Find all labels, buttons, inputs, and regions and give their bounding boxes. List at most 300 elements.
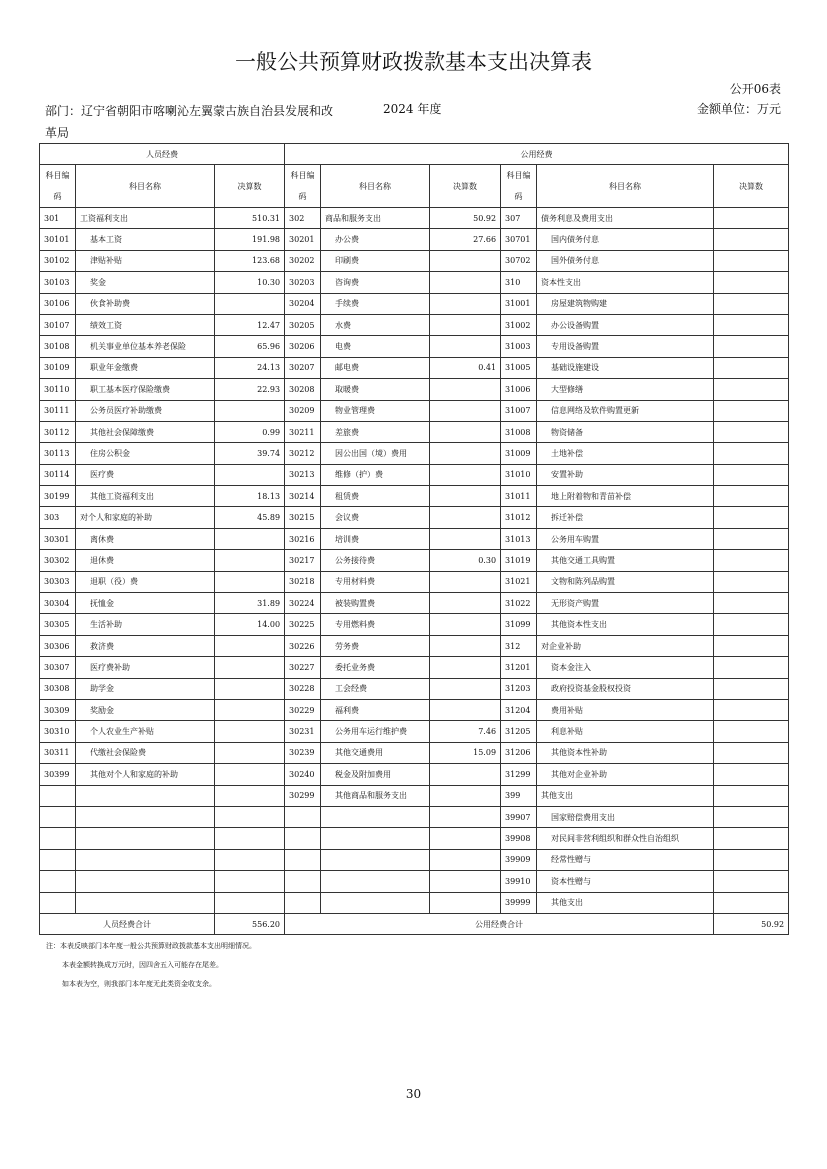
amount xyxy=(430,699,501,720)
subject-code xyxy=(285,806,321,827)
public-total-amount: 50.92 xyxy=(714,913,789,934)
col-header-name: 科目名称 xyxy=(537,165,714,208)
subject-name: 文物和陈列品购置 xyxy=(537,571,714,592)
personnel-total-amount: 556.20 xyxy=(215,913,285,934)
subject-code: 302 xyxy=(285,208,321,229)
amount xyxy=(215,764,285,785)
amount xyxy=(714,464,789,485)
amount: 0.41 xyxy=(430,357,501,378)
subject-name: 代缴社会保险费 xyxy=(76,742,215,763)
subject-code: 30217 xyxy=(285,550,321,571)
subject-code: 303 xyxy=(40,507,76,528)
amount xyxy=(215,678,285,699)
subject-code: 31011 xyxy=(501,486,537,507)
col-header-amount: 决算数 xyxy=(430,165,501,208)
subject-name: 邮电费 xyxy=(321,357,430,378)
subject-name: 医疗费补助 xyxy=(76,657,215,678)
subject-code: 30231 xyxy=(285,721,321,742)
subject-name: 退职（役）费 xyxy=(76,571,215,592)
amount xyxy=(714,250,789,271)
subject-name: 国内债务付息 xyxy=(537,229,714,250)
subject-name: 其他交通费用 xyxy=(321,742,430,763)
subject-name: 抚恤金 xyxy=(76,593,215,614)
amount: 18.13 xyxy=(215,486,285,507)
amount xyxy=(714,571,789,592)
subject-name: 安置补助 xyxy=(537,464,714,485)
table-row xyxy=(40,400,789,421)
amount xyxy=(430,657,501,678)
subject-name: 机关事业单位基本养老保险 xyxy=(76,336,215,357)
group-header-public: 公用经费 xyxy=(285,144,789,165)
amount xyxy=(714,593,789,614)
amount xyxy=(714,229,789,250)
table-row xyxy=(40,678,789,699)
amount xyxy=(714,892,789,913)
subject-name: 资本金注入 xyxy=(537,657,714,678)
table-row xyxy=(40,507,789,528)
subject-code: 30207 xyxy=(285,357,321,378)
amount xyxy=(430,443,501,464)
subject-name: 医疗费 xyxy=(76,464,215,485)
subject-code: 31008 xyxy=(501,421,537,442)
amount xyxy=(430,571,501,592)
subject-code: 30310 xyxy=(40,721,76,742)
subject-name: 对企业补助 xyxy=(537,635,714,656)
amount xyxy=(714,721,789,742)
fiscal-year: 2024 年度 xyxy=(383,102,442,116)
amount: 191.98 xyxy=(215,229,285,250)
subject-code: 30307 xyxy=(40,657,76,678)
subject-code: 30212 xyxy=(285,443,321,464)
amount xyxy=(714,379,789,400)
subject-code: 30308 xyxy=(40,678,76,699)
subject-code: 31022 xyxy=(501,593,537,614)
subject-name: 基础设施建设 xyxy=(537,357,714,378)
subject-name: 差旅费 xyxy=(321,421,430,442)
subject-name: 个人农业生产补贴 xyxy=(76,721,215,742)
table-row xyxy=(40,208,789,229)
amount: 45.89 xyxy=(215,507,285,528)
subject-code: 30213 xyxy=(285,464,321,485)
subject-name xyxy=(321,828,430,849)
amount xyxy=(714,421,789,442)
subject-code xyxy=(40,828,76,849)
table-body xyxy=(40,208,789,914)
col-header-code: 科目编码 xyxy=(501,165,537,208)
amount xyxy=(430,336,501,357)
subject-name: 会议费 xyxy=(321,507,430,528)
subject-name: 基本工资 xyxy=(76,229,215,250)
subject-name: 奖励金 xyxy=(76,699,215,720)
amount xyxy=(430,314,501,335)
subject-code: 30227 xyxy=(285,657,321,678)
table-row xyxy=(40,849,789,870)
amount xyxy=(215,571,285,592)
table-row xyxy=(40,742,789,763)
subject-name: 拆迁补偿 xyxy=(537,507,714,528)
amount xyxy=(215,657,285,678)
subject-code: 30112 xyxy=(40,421,76,442)
subject-name: 奖金 xyxy=(76,272,215,293)
subject-name: 专用设备购置 xyxy=(537,336,714,357)
subject-code: 30228 xyxy=(285,678,321,699)
amount xyxy=(215,828,285,849)
amount xyxy=(714,785,789,806)
table-row xyxy=(40,635,789,656)
subject-name: 咨询费 xyxy=(321,272,430,293)
table-row xyxy=(40,571,789,592)
subject-code: 301 xyxy=(40,208,76,229)
amount: 14.00 xyxy=(215,614,285,635)
subject-name: 费用补贴 xyxy=(537,699,714,720)
public-total-label: 公用经费合计 xyxy=(285,913,714,934)
subject-name: 手续费 xyxy=(321,293,430,314)
subject-code: 31206 xyxy=(501,742,537,763)
subject-code: 30304 xyxy=(40,593,76,614)
subject-name: 房屋建筑物购建 xyxy=(537,293,714,314)
amount xyxy=(215,550,285,571)
subject-name: 其他交通工具购置 xyxy=(537,550,714,571)
subject-code: 30216 xyxy=(285,528,321,549)
subject-code: 30202 xyxy=(285,250,321,271)
subject-name: 物资储备 xyxy=(537,421,714,442)
amount xyxy=(215,892,285,913)
subject-name: 其他支出 xyxy=(537,785,714,806)
subject-code xyxy=(40,871,76,892)
amount xyxy=(430,828,501,849)
subject-name: 债务利息及费用支出 xyxy=(537,208,714,229)
table-row xyxy=(40,293,789,314)
subject-name xyxy=(321,871,430,892)
amount xyxy=(215,528,285,549)
table-row xyxy=(40,892,789,913)
table-row xyxy=(40,764,789,785)
amount xyxy=(714,208,789,229)
subject-code: 30226 xyxy=(285,635,321,656)
subject-code: 310 xyxy=(501,272,537,293)
subject-name: 专用燃料费 xyxy=(321,614,430,635)
personnel-total-label: 人员经费合计 xyxy=(40,913,215,934)
subject-code: 30106 xyxy=(40,293,76,314)
amount xyxy=(714,828,789,849)
subject-code xyxy=(40,849,76,870)
subject-code: 30110 xyxy=(40,379,76,400)
table-row xyxy=(40,721,789,742)
subject-name xyxy=(321,849,430,870)
amount xyxy=(215,806,285,827)
subject-name: 被装购置费 xyxy=(321,593,430,614)
amount xyxy=(714,486,789,507)
subject-code: 31201 xyxy=(501,657,537,678)
table-row xyxy=(40,314,789,335)
amount: 50.92 xyxy=(430,208,501,229)
subject-code: 31205 xyxy=(501,721,537,742)
amount: 0.99 xyxy=(215,421,285,442)
subject-code: 31203 xyxy=(501,678,537,699)
subject-code: 30240 xyxy=(285,764,321,785)
amount xyxy=(430,614,501,635)
amount xyxy=(714,336,789,357)
subject-name: 公务员医疗补助缴费 xyxy=(76,400,215,421)
amount xyxy=(714,614,789,635)
amount xyxy=(714,871,789,892)
subject-code: 30211 xyxy=(285,421,321,442)
subject-code: 30701 xyxy=(501,229,537,250)
subject-name: 对民间非营利组织和群众性自治组织 xyxy=(537,828,714,849)
amount xyxy=(215,849,285,870)
amount xyxy=(714,272,789,293)
amount: 12.47 xyxy=(215,314,285,335)
amount xyxy=(430,892,501,913)
table-row xyxy=(40,614,789,635)
subject-code: 30208 xyxy=(285,379,321,400)
subject-code xyxy=(285,871,321,892)
subject-code: 30229 xyxy=(285,699,321,720)
subject-code: 30301 xyxy=(40,528,76,549)
amount: 39.74 xyxy=(215,443,285,464)
subject-name: 其他商品和服务支出 xyxy=(321,785,430,806)
amount xyxy=(430,849,501,870)
table-row xyxy=(40,828,789,849)
amount xyxy=(430,764,501,785)
amount: 0.30 xyxy=(430,550,501,571)
subject-name: 专用材料费 xyxy=(321,571,430,592)
subject-name: 办公设备购置 xyxy=(537,314,714,335)
subject-name: 电费 xyxy=(321,336,430,357)
subject-name: 津贴补贴 xyxy=(76,250,215,271)
table-row xyxy=(40,421,789,442)
amount xyxy=(714,507,789,528)
col-header-code: 科目编码 xyxy=(285,165,321,208)
subject-code: 312 xyxy=(501,635,537,656)
subject-code: 39999 xyxy=(501,892,537,913)
subject-name: 国家赔偿费用支出 xyxy=(537,806,714,827)
subject-name xyxy=(76,785,215,806)
subject-code: 30101 xyxy=(40,229,76,250)
amount xyxy=(215,699,285,720)
amount xyxy=(430,293,501,314)
subject-code: 30302 xyxy=(40,550,76,571)
subject-name: 对个人和家庭的补助 xyxy=(76,507,215,528)
amount xyxy=(430,464,501,485)
subject-code: 30204 xyxy=(285,293,321,314)
subject-code: 30225 xyxy=(285,614,321,635)
subject-code: 30306 xyxy=(40,635,76,656)
subject-code: 30214 xyxy=(285,486,321,507)
subject-code: 307 xyxy=(501,208,537,229)
amount xyxy=(714,678,789,699)
table-row xyxy=(40,443,789,464)
subject-code: 31006 xyxy=(501,379,537,400)
subject-name: 维修（护）费 xyxy=(321,464,430,485)
subject-code: 30215 xyxy=(285,507,321,528)
subject-code: 30311 xyxy=(40,742,76,763)
amount: 10.30 xyxy=(215,272,285,293)
col-header-amount: 决算数 xyxy=(215,165,285,208)
amount: 7.46 xyxy=(430,721,501,742)
amount xyxy=(215,464,285,485)
subject-code: 39908 xyxy=(501,828,537,849)
footnote: 本表金额转换成万元时，因四舍五入可能存在尾差。 xyxy=(62,961,223,969)
amount xyxy=(714,528,789,549)
subject-code xyxy=(40,806,76,827)
subject-name: 离休费 xyxy=(76,528,215,549)
subject-code xyxy=(285,849,321,870)
subject-name: 伙食补助费 xyxy=(76,293,215,314)
amount xyxy=(714,550,789,571)
subject-name: 因公出国（境）费用 xyxy=(321,443,430,464)
subject-code: 30201 xyxy=(285,229,321,250)
amount xyxy=(714,699,789,720)
subject-code: 30199 xyxy=(40,486,76,507)
subject-name: 取暖费 xyxy=(321,379,430,400)
table-row xyxy=(40,785,789,806)
subject-name: 其他对个人和家庭的补助 xyxy=(76,764,215,785)
document-title: 一般公共预算财政拨款基本支出决算表 xyxy=(235,50,592,74)
amount xyxy=(714,849,789,870)
amount: 24.13 xyxy=(215,357,285,378)
subject-code xyxy=(285,892,321,913)
amount: 510.31 xyxy=(215,208,285,229)
subject-code: 30114 xyxy=(40,464,76,485)
subject-name: 助学金 xyxy=(76,678,215,699)
subject-name: 公务用车购置 xyxy=(537,528,714,549)
subject-name: 印刷费 xyxy=(321,250,430,271)
subject-name xyxy=(321,806,430,827)
subject-code: 31001 xyxy=(501,293,537,314)
col-header-amount: 决算数 xyxy=(714,165,789,208)
amount: 65.96 xyxy=(215,336,285,357)
amount xyxy=(714,806,789,827)
subject-name: 其他资本性支出 xyxy=(537,614,714,635)
amount xyxy=(430,871,501,892)
subject-code: 31299 xyxy=(501,764,537,785)
amount xyxy=(430,678,501,699)
page-number: 30 xyxy=(405,1087,422,1101)
subject-name: 福利费 xyxy=(321,699,430,720)
amount xyxy=(215,721,285,742)
subject-code: 31010 xyxy=(501,464,537,485)
subject-code: 30299 xyxy=(285,785,321,806)
subject-name: 物业管理费 xyxy=(321,400,430,421)
amount xyxy=(215,742,285,763)
subject-code: 30203 xyxy=(285,272,321,293)
subject-code: 31003 xyxy=(501,336,537,357)
subject-name: 资本性赠与 xyxy=(537,871,714,892)
footnote: 如本表为空，则我部门本年度无此类资金收支余。 xyxy=(62,980,216,988)
subject-name: 土地补偿 xyxy=(537,443,714,464)
subject-code: 30309 xyxy=(40,699,76,720)
subject-code: 30224 xyxy=(285,593,321,614)
amount xyxy=(430,272,501,293)
subject-name: 委托业务费 xyxy=(321,657,430,678)
subject-name: 利息补贴 xyxy=(537,721,714,742)
subject-name: 生活补助 xyxy=(76,614,215,635)
subject-code: 30399 xyxy=(40,764,76,785)
subject-code: 30103 xyxy=(40,272,76,293)
subject-code: 30206 xyxy=(285,336,321,357)
subject-name: 住房公积金 xyxy=(76,443,215,464)
subject-code: 31009 xyxy=(501,443,537,464)
amount xyxy=(430,379,501,400)
subject-name: 职工基本医疗保险缴费 xyxy=(76,379,215,400)
amount xyxy=(714,635,789,656)
subject-name: 其他工资福利支出 xyxy=(76,486,215,507)
subject-name xyxy=(321,892,430,913)
amount xyxy=(430,593,501,614)
subject-name: 其他社会保障缴费 xyxy=(76,421,215,442)
subject-name: 公务接待费 xyxy=(321,550,430,571)
subject-code: 30113 xyxy=(40,443,76,464)
subject-code: 30239 xyxy=(285,742,321,763)
subject-name: 租赁费 xyxy=(321,486,430,507)
amount xyxy=(215,871,285,892)
subject-code: 31099 xyxy=(501,614,537,635)
amount xyxy=(714,314,789,335)
amount: 123.68 xyxy=(215,250,285,271)
subject-code xyxy=(40,892,76,913)
subject-name: 大型修缮 xyxy=(537,379,714,400)
subject-code: 30303 xyxy=(40,571,76,592)
subject-name: 公务用车运行维护费 xyxy=(321,721,430,742)
footnote: 注：本表反映部门本年度一般公共预算财政拨款基本支出明细情况。 xyxy=(46,942,256,950)
subject-code: 30209 xyxy=(285,400,321,421)
table-row xyxy=(40,379,789,400)
table-row xyxy=(40,528,789,549)
subject-name: 其他对企业补助 xyxy=(537,764,714,785)
amount xyxy=(215,293,285,314)
table-meta xyxy=(45,100,781,140)
subject-name: 水费 xyxy=(321,314,430,335)
subject-name: 信息网络及软件购置更新 xyxy=(537,400,714,421)
table-row xyxy=(40,229,789,250)
amount: 15.09 xyxy=(430,742,501,763)
subject-code: 399 xyxy=(501,785,537,806)
amount: 27.66 xyxy=(430,229,501,250)
table-row xyxy=(40,336,789,357)
subject-name xyxy=(76,849,215,870)
subject-code: 30205 xyxy=(285,314,321,335)
col-header-name: 科目名称 xyxy=(321,165,430,208)
subject-code: 30111 xyxy=(40,400,76,421)
subject-name: 工资福利支出 xyxy=(76,208,215,229)
col-header-name: 科目名称 xyxy=(76,165,215,208)
amount xyxy=(215,785,285,806)
subject-code: 31021 xyxy=(501,571,537,592)
subject-code: 31007 xyxy=(501,400,537,421)
subject-name xyxy=(76,828,215,849)
subject-code: 31005 xyxy=(501,357,537,378)
subject-name: 办公费 xyxy=(321,229,430,250)
subject-code: 30109 xyxy=(40,357,76,378)
table-row xyxy=(40,699,789,720)
subject-code: 39907 xyxy=(501,806,537,827)
subject-name xyxy=(76,871,215,892)
subject-code: 30218 xyxy=(285,571,321,592)
expenditure-table xyxy=(39,143,789,935)
subject-code: 30102 xyxy=(40,250,76,271)
amount xyxy=(215,635,285,656)
subject-name: 无形资产购置 xyxy=(537,593,714,614)
table-row xyxy=(40,250,789,271)
amount xyxy=(714,400,789,421)
subject-code: 30107 xyxy=(40,314,76,335)
amount xyxy=(215,400,285,421)
subject-name: 商品和服务支出 xyxy=(321,208,430,229)
subject-name: 国外债务付息 xyxy=(537,250,714,271)
amount xyxy=(430,507,501,528)
subject-name: 绩效工资 xyxy=(76,314,215,335)
